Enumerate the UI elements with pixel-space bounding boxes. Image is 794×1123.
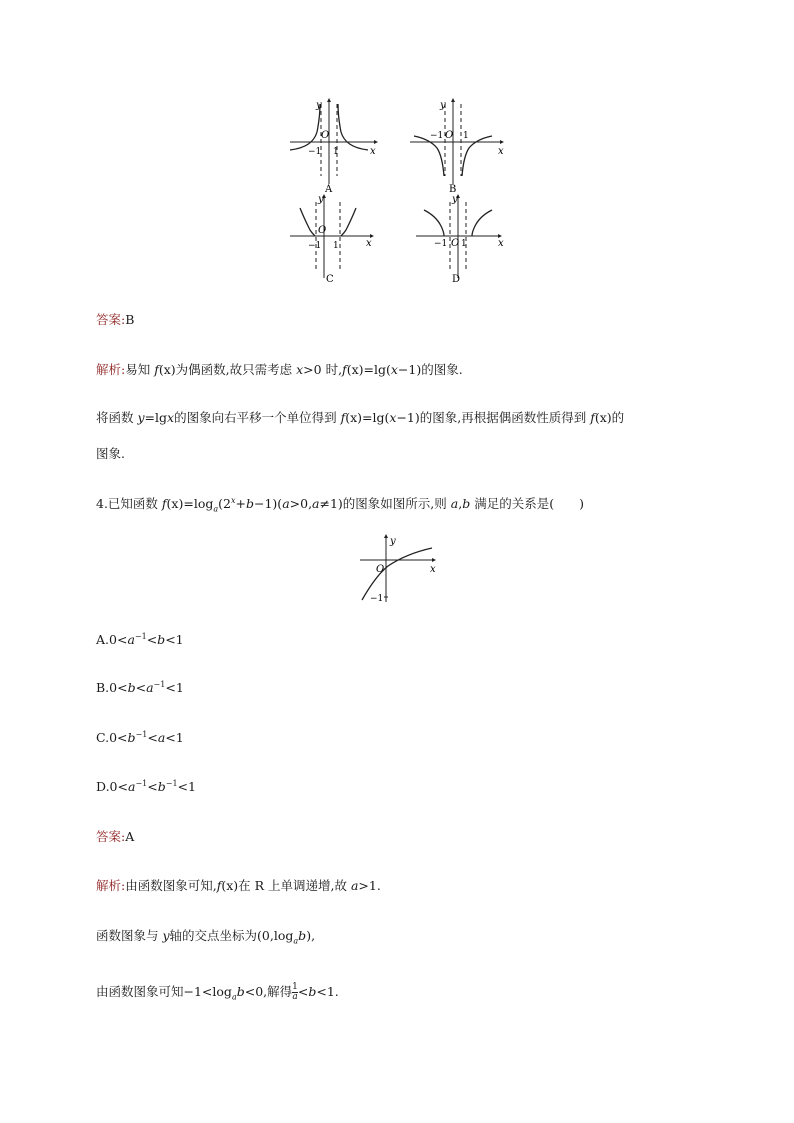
analysis-4-line-2: [96, 928, 315, 944]
q4-graph: [356, 534, 446, 604]
text: −1)的图象.: [397, 362, 463, 377]
math-var: b: [298, 928, 307, 943]
analysis-4-line-1: [96, 878, 381, 894]
math-var: x: [296, 362, 304, 377]
analysis-4-line-3: [96, 983, 339, 1002]
math-var: f: [340, 410, 346, 425]
origin-label: O: [321, 130, 330, 141]
answer-4: [96, 829, 134, 845]
text: 图象.: [96, 446, 125, 461]
text: 函数图象与: [96, 928, 163, 943]
text: <: [147, 779, 158, 794]
math-var: f: [161, 496, 167, 511]
fraction-numerator: 1: [292, 982, 298, 992]
math-arg: (x): [345, 410, 363, 425]
x-label: x: [430, 564, 436, 575]
curve-left: [424, 210, 444, 236]
y-label: y: [390, 536, 396, 547]
tick-1: 1: [333, 241, 339, 251]
math-sub: a: [293, 936, 299, 946]
math-var: f: [216, 878, 222, 893]
text: D.0<: [96, 779, 128, 794]
math-var: x: [167, 410, 175, 425]
text: 由函数图象可知−1<log: [96, 984, 232, 999]
math-var: a: [127, 779, 136, 794]
text: >0,: [289, 496, 313, 511]
text: >0 时,: [303, 362, 343, 377]
x-label: x: [370, 146, 376, 157]
text: ),: [306, 928, 316, 943]
tick-1: 1: [461, 239, 467, 249]
text: (2: [218, 496, 231, 511]
answer-value: B: [125, 312, 135, 327]
math-var: b: [157, 632, 166, 647]
option-c: [96, 730, 184, 746]
text: <1.: [316, 984, 339, 999]
math-var: f: [590, 410, 595, 425]
tick-neg1: −1: [308, 147, 322, 157]
analysis-3-line-1: [96, 362, 463, 378]
text: C.0<: [96, 730, 128, 745]
math-var: x: [390, 362, 398, 377]
math-sup: x: [230, 495, 236, 505]
text: −1)的图象,再根据偶函数性质得到: [396, 410, 591, 425]
math-arg: (x): [221, 878, 239, 893]
math-arg: (x): [346, 362, 364, 377]
text: <: [147, 730, 158, 745]
math-sup: −1: [134, 631, 147, 641]
math-var: a: [146, 680, 154, 695]
text: B.0<: [96, 680, 128, 695]
tick-neg1: −1: [308, 241, 322, 251]
curve-right: [472, 210, 492, 236]
graph-label: B: [449, 184, 457, 195]
x-label: x: [366, 238, 372, 249]
math-var: b: [127, 730, 136, 745]
curve: [362, 548, 432, 600]
y-label: y: [316, 100, 322, 111]
text: ,: [458, 496, 463, 511]
analysis-label: 解析:: [96, 362, 126, 377]
graph-label: A: [325, 184, 333, 195]
y-label: y: [318, 194, 324, 205]
text: A.0<: [96, 632, 128, 647]
origin-label: O: [376, 564, 385, 575]
text: =lg: [144, 410, 168, 425]
text: =lg(: [362, 410, 390, 425]
option-b: [96, 680, 184, 696]
math-var: b: [236, 984, 245, 999]
math-arg: (x): [594, 410, 612, 425]
analysis-3-line-2: [96, 410, 624, 426]
option-d: [96, 779, 196, 795]
graph-a: [286, 96, 382, 195]
text: 易知: [125, 362, 155, 377]
answer-value: A: [125, 829, 135, 844]
math-var: x: [389, 410, 397, 425]
math-var: b: [308, 984, 317, 999]
math-arg: (x): [158, 362, 176, 377]
math-sub: a: [231, 992, 237, 1002]
math-var: a: [312, 496, 320, 511]
option-a: [96, 632, 184, 648]
math-var: b: [245, 496, 254, 511]
tick-neg1: −1: [434, 239, 448, 249]
curve-right: [338, 104, 368, 150]
graph-b: [408, 96, 508, 195]
math-sup: −1: [165, 778, 178, 788]
text: 满足的关系是( ): [470, 496, 584, 511]
math-sup: −1: [135, 729, 148, 739]
graph-c: [286, 192, 382, 288]
text: <1: [165, 680, 184, 695]
analysis-label: 解析:: [96, 878, 126, 893]
math-sup: −1: [135, 778, 148, 788]
math-var: a: [350, 878, 359, 893]
math-var: a: [157, 730, 166, 745]
math-var: f: [342, 362, 347, 377]
text: −1)(: [254, 496, 283, 511]
graph-d: [412, 192, 508, 288]
text: <: [146, 632, 158, 647]
text: 的: [611, 410, 625, 425]
math-var: a: [282, 496, 290, 511]
text: >1.: [358, 878, 381, 893]
text: 由函数图象可知,: [125, 878, 217, 893]
text: <0,解得: [244, 984, 293, 999]
text: <1: [165, 632, 184, 647]
math-var: f: [154, 362, 159, 377]
tick-neg1: −1: [370, 594, 384, 604]
text: 的图象向右平移一个单位得到: [174, 410, 341, 425]
text: <: [297, 984, 309, 999]
y-label: y: [452, 194, 458, 205]
graph-label: C: [326, 274, 334, 285]
curve-right: [341, 208, 356, 236]
origin-label: O: [445, 130, 454, 141]
text: <: [135, 680, 147, 695]
math-arg: (x): [166, 496, 184, 511]
text: 为偶函数,故只需考虑: [175, 362, 297, 377]
origin-label: O: [451, 238, 460, 249]
math-sup: −1: [153, 679, 166, 689]
text: =log: [183, 496, 214, 511]
question-4: [96, 496, 584, 512]
text: ≠1)的图象如图所示,则: [319, 496, 451, 511]
answer-label: 答案:: [96, 312, 126, 327]
answer-3: [96, 312, 134, 328]
text: 在 R 上单调递增,故: [238, 878, 351, 893]
graph-label: D: [452, 274, 461, 285]
math-var: b: [157, 779, 166, 794]
tick-1: 1: [463, 131, 469, 141]
math-var: y: [137, 410, 145, 425]
math-var: a: [450, 496, 459, 511]
answer-label: 答案:: [96, 829, 126, 844]
curve-left: [300, 208, 315, 236]
text: 将函数: [96, 410, 138, 425]
math-var: a: [127, 632, 135, 647]
tick-1: 1: [333, 147, 339, 157]
y-label: y: [440, 100, 446, 111]
text: <1: [165, 730, 184, 745]
x-label: x: [498, 238, 504, 249]
text: 轴的交点坐标为(0,log: [169, 928, 294, 943]
fraction-denominator: a: [292, 992, 298, 1002]
text: <1: [177, 779, 196, 794]
x-label: x: [498, 146, 504, 157]
origin-label: O: [318, 225, 327, 236]
text: =lg(: [363, 362, 391, 377]
text: 4.已知函数: [96, 496, 162, 511]
analysis-3-line-3: [96, 446, 125, 462]
text: +: [235, 496, 246, 511]
math-var: b: [127, 680, 136, 695]
math-var: b: [462, 496, 471, 511]
tick-neg1: −1: [430, 131, 444, 141]
math-var: y: [162, 928, 170, 943]
math-sub: a: [213, 504, 219, 514]
